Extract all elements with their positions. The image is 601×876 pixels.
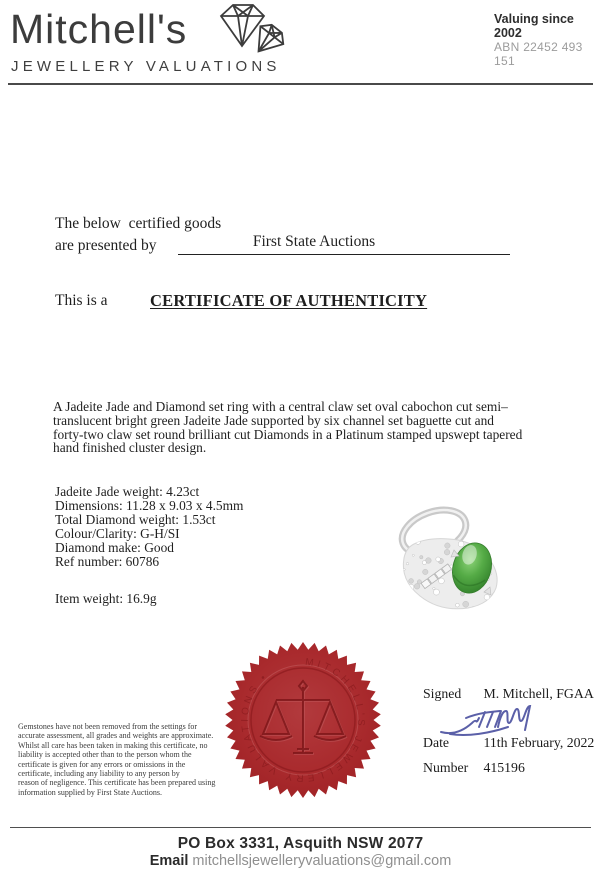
signed-value: M. Mitchell, FGAA [483, 686, 594, 701]
header-divider [8, 83, 593, 85]
wax-seal [223, 640, 383, 800]
brand-subtitle: JEWELLERY VALUATIONS [11, 58, 281, 75]
ring-photo [396, 496, 514, 620]
footer-address: PO Box 3331, Asquith NSW 2077 [177, 835, 424, 852]
presenter-prefix: are presented by [55, 237, 157, 254]
signature [438, 699, 542, 739]
number-row [423, 760, 525, 776]
email-label: Email [149, 853, 189, 869]
footer-divider [10, 827, 591, 828]
number-label: Number [423, 760, 469, 775]
tagline-block [494, 12, 601, 68]
date-label: Date [423, 735, 450, 750]
presenter-intro: The below certified goods [55, 215, 222, 232]
email-value: mitchellsjewelleryvaluations@gmail.com [192, 853, 452, 869]
title-prefix: This is a [55, 292, 108, 309]
date-value: 11th February, 2022 [483, 735, 595, 750]
number-value: 415196 [483, 760, 525, 775]
footer-email [0, 853, 601, 869]
seal-rim-text: MITCHELL'S JEWELLERY VALUATIONS • [239, 656, 367, 784]
presenter-name: First State Auctions [252, 233, 376, 250]
item-weight: Item weight: 16.9g [55, 591, 157, 606]
certificate-title: CERTIFICATE OF AUTHENTICITY [150, 291, 428, 310]
tagline: Valuing since 2002 [494, 12, 574, 40]
diamond-logo-icon [203, 2, 295, 64]
item-description: A Jadeite Jade and Diamond set ring with a central claw set oval cabochon cut semi– translucent bright green Jadeite Jade supported by six channel set baguette cut and forty-two claw set round brilliant cut Diamonds in a Platinum stamped upswept tapered hand finished cluster design. [53, 399, 523, 456]
signed-label: Signed [423, 686, 462, 701]
brand-name: Mitchell's [10, 6, 188, 52]
date-row [423, 735, 594, 751]
disclaimer-text: Gemstones have not been removed from the settings for accurate assessment, all grades and weights are approximate. Whilst all care has been taken in making this certificate, no liability is accepted other than to the person whom the certificate is given for any errors or omissions in the certificate, including any liability to any person by reason of negligence. This certificate has been prepared using information supplied by First State Auctions. [18, 722, 216, 797]
item-details-list: Jadeite Jade weight: 4.23ct Dimensions: 11.28 x 9.03 x 4.5mm Total Diamond weight: 1.53ct Colour/Clarity: G-H/SI Diamond make: Good Ref number: 60786 [55, 484, 244, 569]
presenter-name-field [178, 233, 510, 255]
abn-number: ABN 22452 493 151 [494, 40, 583, 68]
